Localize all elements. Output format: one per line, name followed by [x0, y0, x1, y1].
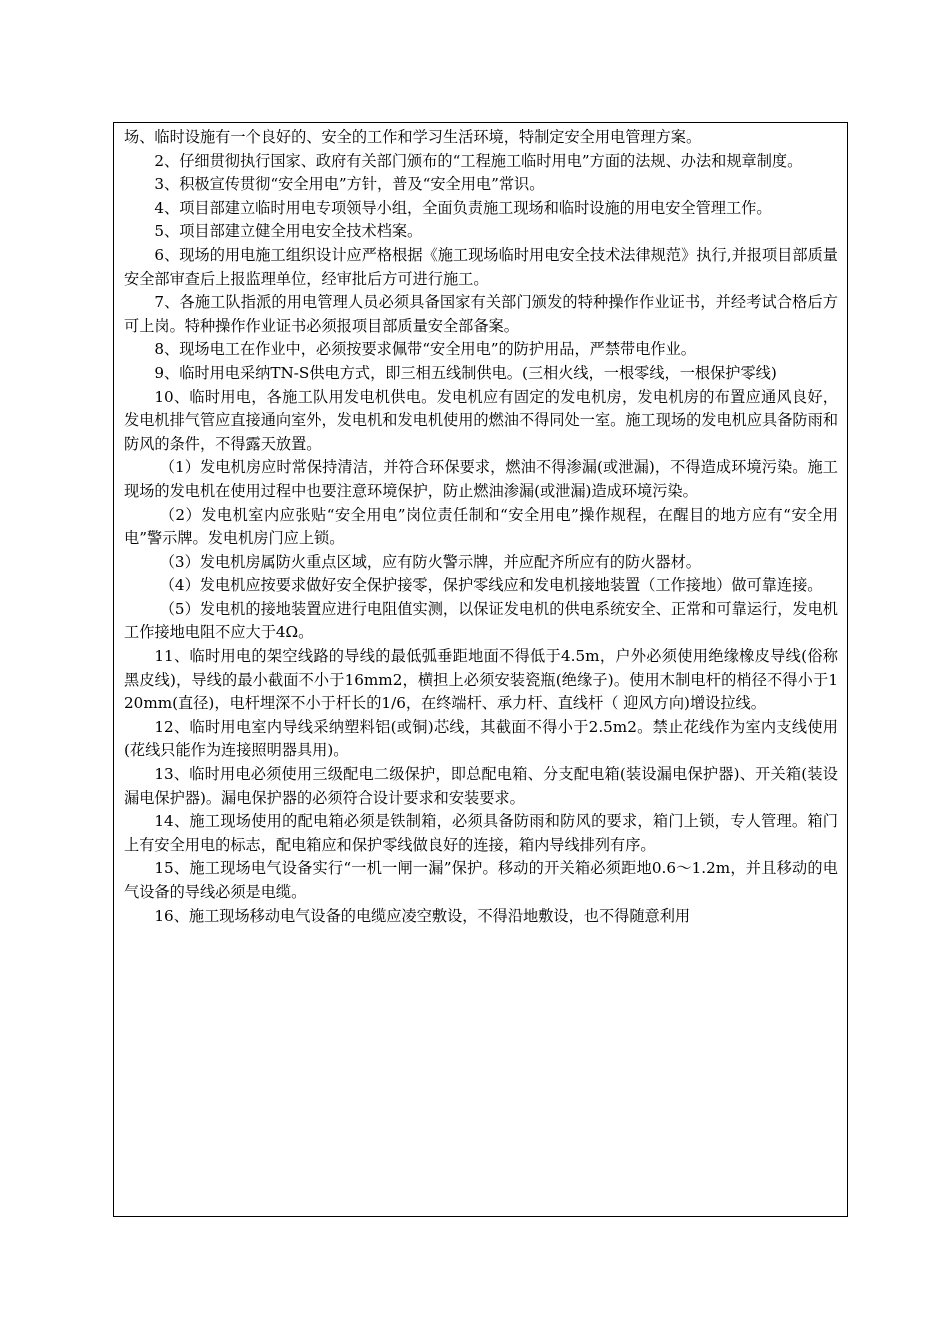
paragraph-13: 13、临时用电必须使用三级配电二级保护，即总配电箱、分支配电箱(装设漏电保护器)、开关箱(装设漏电保护器)。漏电保护器的必须符合设计要求和安装要求。 [124, 765, 838, 807]
subparagraph-10-3: （3）发电机房属防火重点区域，应有防火警示牌，并应配齐所应有的防火器材。 [159, 552, 701, 571]
paragraph-6: 6、现场的用电施工组织设计应严格根据《施工现场临时用电安全技术法律规范》执行,并报项目部质量安全部审查后上报监理单位，经审批后方可进行施工。 [124, 245, 838, 288]
subparagraph-10-1: （1）发电机房应时常保持清洁，并符合环保要求，燃油不得渗漏(或泄漏)，不得造成环境污染。施工现场的发电机在使用过程中也要注意环境保护，防止燃油渗漏(或泄漏)造成环境污染。 [124, 458, 838, 500]
subparagraph-10-4: （4）发电机应按要求做好安全保护接零，保护零线应和发电机接地装置（工作接地）做可靠连接。 [159, 576, 823, 595]
paragraph-10: 10、临时用电，各施工队用发电机供电。发电机应有固定的发电机房，发电机房的布置应通风良好，发电机排气管应直接通向室外，发电机和发电机使用的燃油不得同处一室。施工现场的发电机应具备防雨和防风的条件，不得露天放置。 [124, 387, 838, 453]
paragraph-4: 4、项目部建立临时用电专项领导小组，全面负责施工现场和临时设施的用电安全管理工作。 [154, 198, 772, 217]
paragraph-intro-continued: 场、临时设施有一个良好的、安全的工作和学习生活环境，特制定安全用电管理方案。 [124, 128, 702, 146]
paragraph-3: 3、积极宣传贯彻“安全用电”方针，普及“安全用电”常识。 [154, 175, 545, 194]
paragraph-8: 8、现场电工在作业中，必须按要求佩带“安全用电”的防护用品，严禁带电作业。 [154, 340, 696, 359]
paragraph-12: 12、临时用电室内导线采纳塑料铝(或铜)芯线，其截面不得小于2.5m2。禁止花线作为室内支线使用(花线只能作为连接照明器具用)。 [124, 717, 838, 760]
paragraph-14: 14、施工现场使用的配电箱必须是铁制箱，必须具备防雨和防风的要求，箱门上锁，专人管理。箱门上有安全用电的标志，配电箱应和保护零线做良好的连接，箱内导线排列有序。 [124, 812, 838, 854]
subparagraph-10-5: （5）发电机的接地装置应进行电阻值实测，以保证发电机的供电系统安全、正常和可靠运行，发电机工作接地电阻不应大于4Ω。 [124, 599, 838, 642]
paragraph-7: 7、各施工队指派的用电管理人员必须具备国家有关部门颁发的特种操作作业证书，并经考试合格后方可上岗。特种操作作业证书必须报项目部质量安全部备案。 [124, 293, 838, 335]
paragraph-11: 11、临时用电的架空线路的导线的最低弧垂距地面不得低于4.5m，户外必须使用绝缘橡皮导线(俗称黑皮线)，导线的最小截面不小于16mm2，横担上必须安装瓷瓶(绝缘子)。使用木制电杆的梢径不得小于120mm(直径)，电杆埋深不小于杆长的1/6，在终端杆、承力杆、直线杆（ 迎风方向)增设拉线。 [124, 647, 838, 713]
paragraph-15: 15、施工现场电气设备实行“一机一闸一漏”保护。移动的开关箱必须距地0.6～1.2m，并且移动的电气设备的导线必须是电缆。 [124, 859, 838, 901]
paragraph-9: 9、临时用电采纳TN-S供电方式，即三相五线制供电。(三相火线，一根零线，一根保护零线) [154, 363, 777, 382]
document-frame [113, 122, 848, 1217]
paragraph-16: 16、施工现场移动电气设备的电缆应凌空敷设，不得沿地敷设，也不得随意利用 [154, 906, 691, 925]
paragraph-5: 5、项目部建立健全用电安全技术档案。 [154, 222, 423, 241]
paragraph-2: 2、仔细贯彻执行国家、政府有关部门颁布的“工程施工临时用电”方面的法规、办法和规章制度。 [154, 151, 803, 170]
subparagraph-10-2: （2）发电机室内应张贴“安全用电”岗位责任制和“安全用电”操作规程，在醒目的地方应有“安全用电”警示牌。发电机房门应上锁。 [124, 505, 838, 548]
